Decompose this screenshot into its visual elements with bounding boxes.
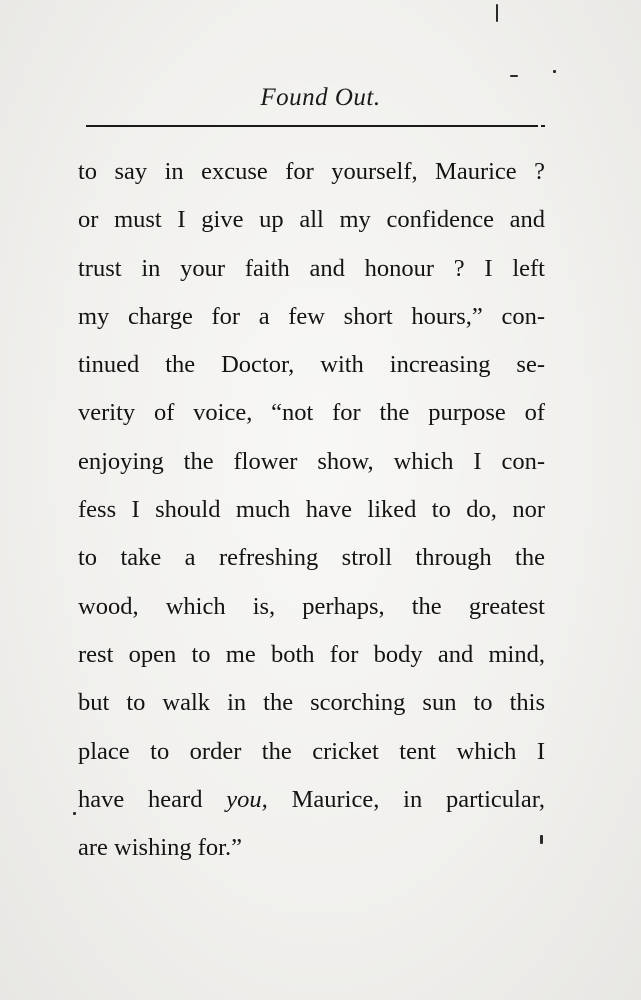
text-line: or must I give up all my confidence and	[78, 206, 545, 234]
text-line-final: are wishing for.”	[78, 834, 242, 862]
text-segment: have heard	[78, 785, 227, 813]
text-line: my charge for a few short hours,” con-	[78, 302, 545, 330]
ink-speck	[73, 812, 76, 815]
body-text	[78, 148, 545, 872]
text-line: tinued the Doctor, with increasing se-	[78, 351, 545, 379]
text-line: place to order the cricket tent which I	[78, 737, 545, 765]
text-segment: Maurice, in particular,	[267, 785, 546, 813]
ink-speck	[540, 835, 543, 844]
text-line: rest open to me both for body and mind,	[78, 640, 545, 668]
text-line: fess I should much have liked to do, nor	[78, 496, 545, 524]
header-rule	[86, 125, 534, 127]
text-line: wood, which is, perhaps, the greatest	[78, 592, 545, 620]
text-line: enjoying the flower show, which I con-	[78, 447, 545, 475]
text-line: to take a refreshing stroll through the	[78, 544, 545, 572]
text-line-with-emphasis	[78, 776, 545, 824]
header-rule-tail	[534, 125, 548, 127]
ink-speck	[510, 75, 518, 77]
ink-speck	[496, 4, 498, 22]
text-line: trust in your faith and honour ? I left	[78, 254, 545, 282]
text-line: verity of voice, “not for the purpose of	[78, 399, 545, 427]
running-head: Found Out.	[260, 84, 381, 111]
ink-speck	[553, 70, 556, 73]
emphasis-text: you,	[226, 785, 268, 813]
text-line: to say in excuse for yourself, Maurice ?	[78, 158, 545, 185]
text-line: but to walk in the scorching sun to this	[78, 689, 545, 717]
